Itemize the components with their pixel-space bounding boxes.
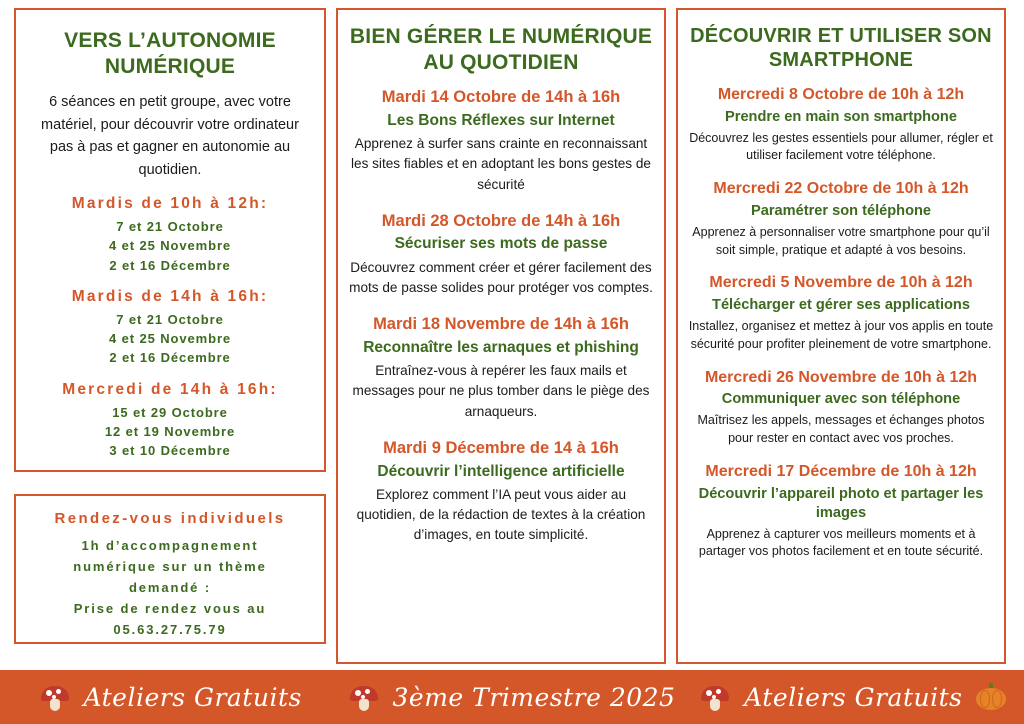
footer-left-text: Ateliers Gratuits	[83, 682, 302, 712]
footer-banner	[0, 670, 1024, 724]
session-date: Mardi 14 Octobre de 14h à 16h	[381, 88, 621, 107]
rendezvous-line: numérique sur un thème	[73, 559, 267, 575]
session-date: Mercredi 17 Décembre de 10h à 12h	[705, 462, 977, 480]
schedule-group	[34, 381, 306, 461]
session-date: Mercredi 8 Octobre de 10h à 12h	[717, 85, 965, 103]
session-description: Maîtrisez les appels, messages et échanges photos pour rester en contact avec vos proches.	[697, 413, 985, 446]
session-item	[348, 314, 654, 422]
footer-center-text: 3ème Trimestre 2025	[392, 682, 676, 712]
session-date: Mercredi 22 Octobre de 10h à 12h	[713, 180, 969, 198]
footer-left-segment	[0, 682, 341, 712]
session-item	[688, 368, 994, 448]
rendezvous-line: 1h d’accompagnement	[81, 538, 259, 553]
column-smartphone	[676, 8, 1006, 664]
session-item	[348, 438, 654, 546]
footer-right-text: Ateliers Gratuits	[744, 682, 963, 712]
mushroom-icon	[349, 682, 379, 712]
mushroom-icon	[40, 682, 70, 712]
session-topic: Reconnaître les arnaques et phishing	[363, 338, 639, 356]
rendezvous-phone: 05.63.27.75.79	[113, 622, 227, 638]
session-description: Découvrez comment créer et gérer facilement des mots de passe solides pour protéger vos comptes.	[349, 259, 653, 295]
schedule-heading: Mardis de 10h à 12h:	[71, 195, 269, 213]
session-topic: Prendre en main son smartphone	[725, 108, 957, 125]
session-description: Explorez comment l’IA peut vous aider au quotidien, de la rédaction de textes à la création d’images, en toute simplicité.	[356, 486, 646, 543]
schedule-heading: Mercredi de 14h à 16h:	[62, 380, 278, 398]
session-date: Mardi 18 Novembre de 14h à 16h	[373, 315, 629, 334]
session-topic: Sécuriser ses mots de passe	[394, 235, 608, 253]
session-item	[688, 85, 994, 165]
session-date: Mardi 28 Octobre de 14h à 16h	[381, 211, 621, 230]
schedule-date: 12 et 19 Novembre	[104, 423, 236, 439]
session-date: Mercredi 5 Novembre de 10h à 12h	[709, 274, 973, 292]
rendezvous-title: Rendez-vous individuels	[54, 510, 286, 527]
column-numerique-quotidien	[336, 8, 666, 664]
rendezvous-box	[14, 494, 326, 644]
session-topic: Les Bons Réflexes sur Internet	[387, 111, 615, 129]
column-1-title: VERS L’AUTONOMIE NUMÉRIQUE	[64, 29, 276, 78]
session-description: Découvrez les gestes essentiels pour allumer, régler et utiliser facilement votre téléphone.	[689, 130, 993, 163]
footer-center-segment	[341, 682, 682, 712]
schedule-group	[34, 195, 306, 275]
schedule-date: 15 et 29 Octobre	[112, 404, 228, 420]
footer-right-segment	[683, 682, 1024, 712]
session-description: Installez, organisez et mettez à jour vos applis en toute sécurité pour profiter pleinement de votre smartphone.	[688, 319, 994, 351]
session-topic: Découvrir l’intelligence artificielle	[377, 462, 625, 480]
mushroom-icon	[700, 682, 730, 712]
schedule-date: 2 et 16 Décembre	[109, 257, 231, 273]
session-description: Apprenez à personnaliser votre smartphone pour qu’il soit simple, pratique et adapté à vos besoins.	[692, 224, 990, 257]
session-description: Apprenez à surfer sans crainte en reconnaissant les sites fiables et en adoptant les bons gestes de sécurité	[350, 135, 651, 192]
session-item	[348, 87, 654, 195]
session-description: Apprenez à capturer vos meilleurs moments et à partager vos photos facilement et en toute sécurité.	[698, 526, 984, 559]
session-date: Mercredi 26 Novembre de 10h à 12h	[704, 368, 978, 386]
session-date: Mardi 9 Décembre de 14 à 16h	[383, 439, 619, 458]
session-topic: Découvrir l’appareil photo et partager les images	[698, 485, 984, 521]
column-2-title: BIEN GÉRER LE NUMÉRIQUE AU QUOTIDIEN	[349, 25, 653, 74]
session-item	[688, 179, 994, 259]
session-topic: Communiquer avec son téléphone	[721, 391, 961, 408]
schedule-date: 7 et 21 Octobre	[116, 219, 224, 235]
column-autonomie	[14, 8, 326, 664]
rendezvous-line: demandé :	[128, 580, 212, 596]
session-description: Entraînez-vous à repérer les faux mails et messages pour ne plus tomber dans le piège des arnaqueurs.	[352, 362, 650, 419]
column-3-title: DÉCOUVRIR ET UTILISER SON SMARTPHONE	[690, 25, 992, 72]
column-1-intro: 6 séances en petit groupe, avec votre matériel, pour découvrir votre ordinateur pas à pas et gagner en autonomie au quotidien.	[41, 94, 299, 178]
schedule-heading: Mardis de 14h à 16h:	[71, 287, 269, 305]
intro-box	[14, 8, 326, 472]
schedule-date: 4 et 25 Novembre	[108, 331, 232, 347]
schedule-date: 2 et 16 Décembre	[109, 350, 231, 366]
schedule-date: 4 et 25 Novembre	[108, 238, 232, 254]
schedule-date: 3 et 10 Décembre	[109, 442, 231, 458]
session-item	[688, 462, 994, 561]
pumpkin-icon	[976, 683, 1006, 711]
session-item	[348, 211, 654, 298]
schedule-group	[34, 288, 306, 368]
session-topic: Paramétrer son téléphone	[750, 202, 932, 219]
session-topic: Télécharger et gérer ses applications	[712, 297, 970, 314]
session-item	[688, 273, 994, 353]
schedule-date: 7 et 21 Octobre	[116, 311, 224, 327]
rendezvous-line: Prise de rendez vous au	[73, 601, 267, 617]
